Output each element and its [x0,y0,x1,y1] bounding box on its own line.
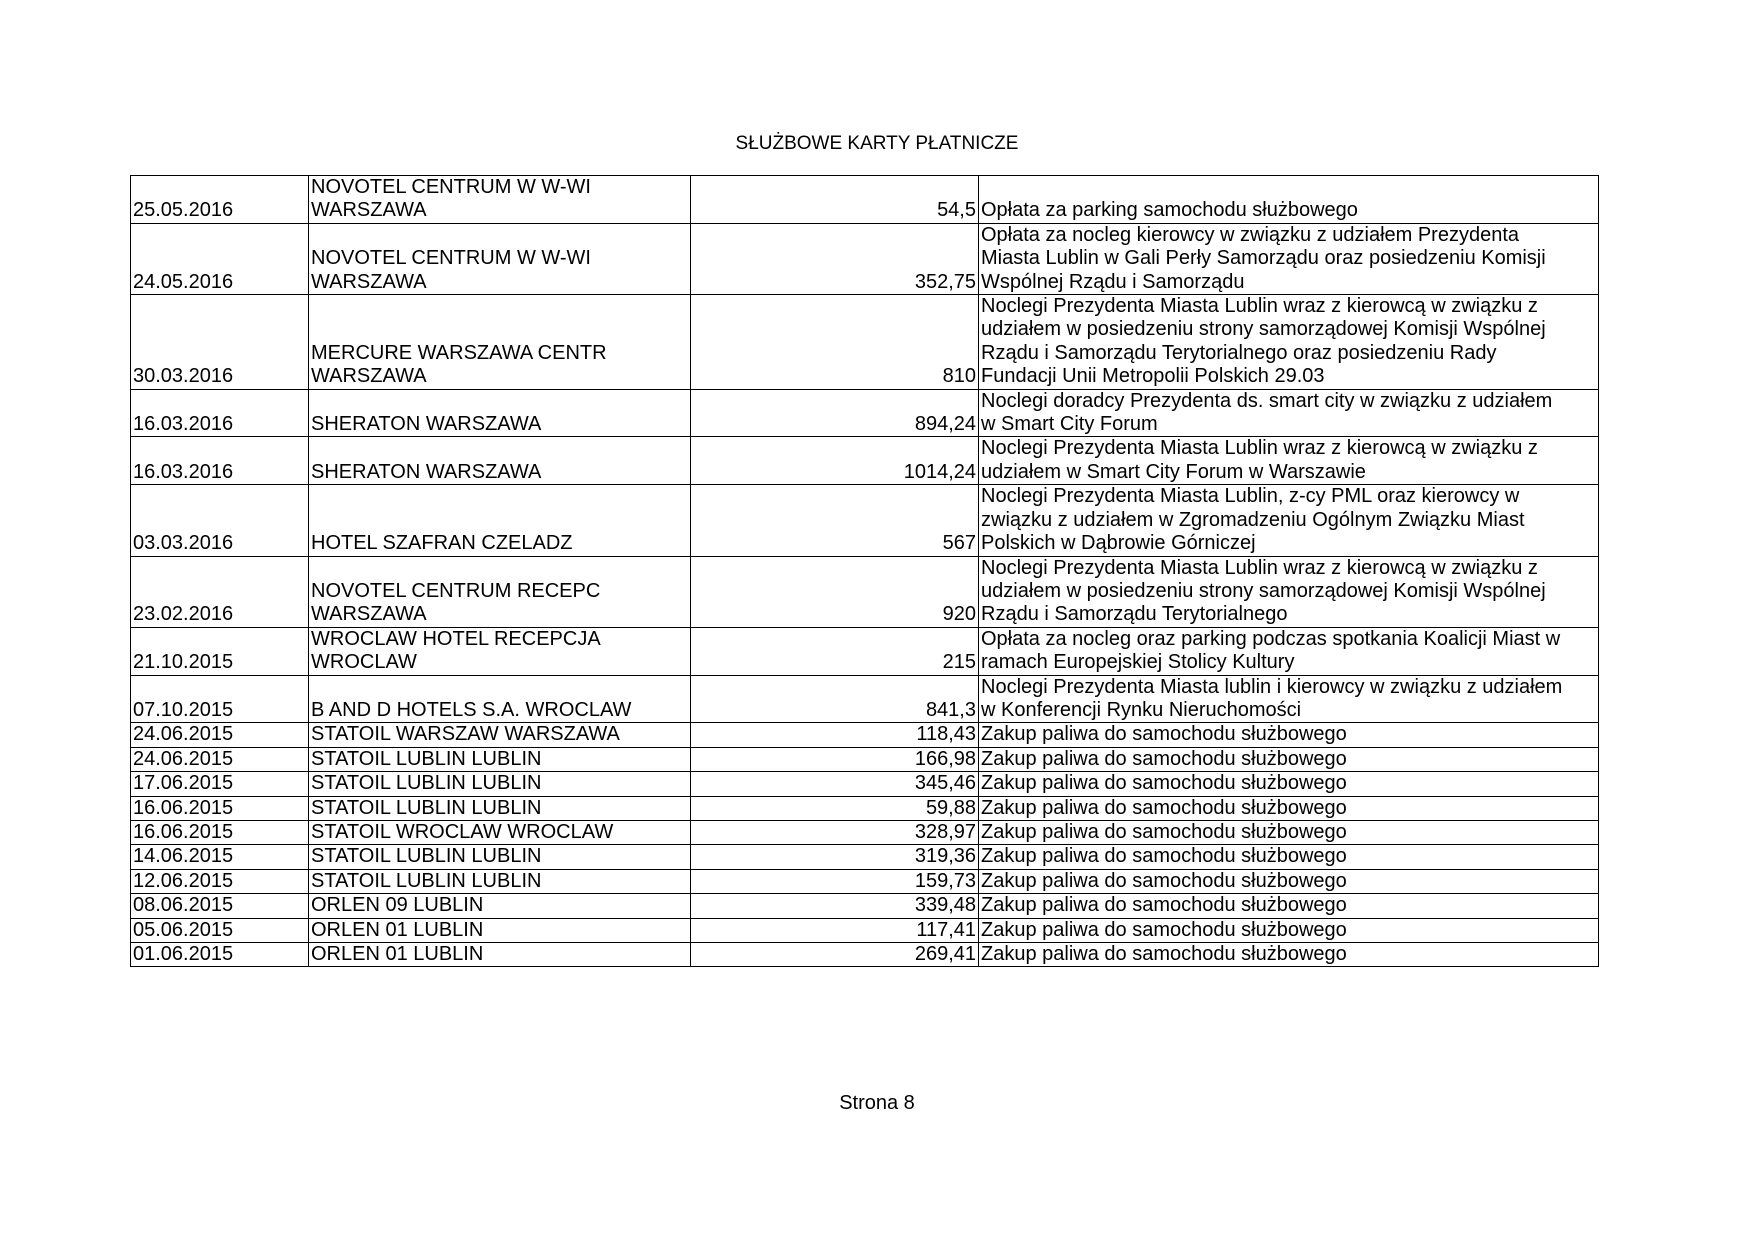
merchant-cell: STATOIL LUBLIN LUBLIN [309,747,691,771]
date-cell: 14.06.2015 [131,845,309,869]
merchant-cell: HOTEL SZAFRAN CZELADZ [309,485,691,556]
amount-cell: 118,43 [691,723,979,747]
table-row [131,747,1599,771]
amount-cell: 1014,24 [691,437,979,485]
table-row [131,894,1599,918]
amount-cell: 59,88 [691,796,979,820]
amount-cell: 166,98 [691,747,979,771]
merchant-cell: ORLEN 01 LUBLIN [309,918,691,942]
date-cell: 25.05.2016 [131,176,309,224]
merchant-cell: SHERATON WARSZAWA [309,389,691,437]
description-cell: Zakup paliwa do samochodu służbowego [979,796,1599,820]
amount-cell: 215 [691,627,979,675]
date-cell: 24.06.2015 [131,723,309,747]
merchant-cell: STATOIL LUBLIN LUBLIN [309,772,691,796]
merchant-cell: ORLEN 01 LUBLIN [309,943,691,967]
transactions-table [130,175,1599,967]
description-cell: Noclegi Prezydenta Miasta Lublin wraz z kierowcą w związku z udziałem w posiedzeniu strony samorządowej Komisji Wspólnej Rządu i Samorządu Terytorialnego oraz posiedzeniu Rady Fundacji Unii Metropolii Polskich 29.03 [979,295,1599,390]
description-cell: Zakup paliwa do samochodu służbowego [979,723,1599,747]
table-row [131,723,1599,747]
description-cell: Noclegi Prezydenta Miasta lublin i kierowcy w związku z udziałem w Konferencji Rynku Nieruchomości [979,675,1599,723]
amount-cell: 269,41 [691,943,979,967]
table-row [131,772,1599,796]
description-cell: Opłata za parking samochodu służbowego [979,176,1599,224]
date-cell: 07.10.2015 [131,675,309,723]
table-row [131,556,1599,627]
amount-cell: 841,3 [691,675,979,723]
description-cell: Opłata za nocleg kierowcy w związku z udziałem Prezydenta Miasta Lublin w Gali Perły Samorządu oraz posiedzeniu Komisji Wspólnej Rządu i Samorządu [979,223,1599,294]
merchant-cell: STATOIL LUBLIN LUBLIN [309,796,691,820]
table-row [131,485,1599,556]
description-cell: Zakup paliwa do samochodu służbowego [979,894,1599,918]
date-cell: 16.03.2016 [131,389,309,437]
date-cell: 30.03.2016 [131,295,309,390]
table-row [131,845,1599,869]
date-cell: 16.06.2015 [131,796,309,820]
description-cell: Noclegi Prezydenta Miasta Lublin wraz z kierowcą w związku z udziałem w posiedzeniu strony samorządowej Komisji Wspólnej Rządu i Samorządu Terytorialnego [979,556,1599,627]
date-cell: 08.06.2015 [131,894,309,918]
description-cell: Noclegi Prezydenta Miasta Lublin, z-cy PML oraz kierowcy w związku z udziałem w Zgromadzeniu Ogólnym Związku Miast Polskich w Dąbrowie Górniczej [979,485,1599,556]
amount-cell: 810 [691,295,979,390]
description-cell: Zakup paliwa do samochodu służbowego [979,772,1599,796]
merchant-cell: B AND D HOTELS S.A. WROCLAW [309,675,691,723]
table-row [131,796,1599,820]
merchant-cell: STATOIL WROCLAW WROCLAW [309,820,691,844]
amount-cell: 117,41 [691,918,979,942]
table-row [131,627,1599,675]
amount-cell: 159,73 [691,869,979,893]
table-row [131,820,1599,844]
table-row [131,869,1599,893]
merchant-cell: STATOIL WARSZAW WARSZAWA [309,723,691,747]
merchant-cell: SHERATON WARSZAWA [309,437,691,485]
date-cell: 16.06.2015 [131,820,309,844]
amount-cell: 345,46 [691,772,979,796]
page-title: SŁUŻBOWE KARTY PŁATNICZE [735,133,1019,154]
description-cell: Zakup paliwa do samochodu służbowego [979,845,1599,869]
merchant-cell: ORLEN 09 LUBLIN [309,894,691,918]
date-cell: 16.03.2016 [131,437,309,485]
amount-cell: 339,48 [691,894,979,918]
description-cell: Zakup paliwa do samochodu służbowego [979,869,1599,893]
merchant-cell: STATOIL LUBLIN LUBLIN [309,869,691,893]
amount-cell: 920 [691,556,979,627]
amount-cell: 567 [691,485,979,556]
date-cell: 23.02.2016 [131,556,309,627]
table-row [131,223,1599,294]
description-cell: Zakup paliwa do samochodu służbowego [979,747,1599,771]
merchant-cell: WROCLAW HOTEL RECEPCJA WROCLAW [309,627,691,675]
amount-cell: 894,24 [691,389,979,437]
description-cell: Zakup paliwa do samochodu służbowego [979,943,1599,967]
description-cell: Zakup paliwa do samochodu służbowego [979,918,1599,942]
date-cell: 24.06.2015 [131,747,309,771]
table-row [131,176,1599,224]
description-cell: Opłata za nocleg oraz parking podczas spotkania Koalicji Miast w ramach Europejskiej Stolicy Kultury [979,627,1599,675]
merchant-cell: NOVOTEL CENTRUM RECEPC WARSZAWA [309,556,691,627]
description-cell: Noclegi doradcy Prezydenta ds. smart city w związku z udziałem w Smart City Forum [979,389,1599,437]
date-cell: 17.06.2015 [131,772,309,796]
description-cell: Noclegi Prezydenta Miasta Lublin wraz z kierowcą w związku z udziałem w Smart City Forum w Warszawie [979,437,1599,485]
date-cell: 24.05.2016 [131,223,309,294]
transactions-table-body [131,176,1599,967]
amount-cell: 352,75 [691,223,979,294]
page-number: Strona 8 [839,1092,915,1114]
date-cell: 12.06.2015 [131,869,309,893]
merchant-cell: MERCURE WARSZAWA CENTR WARSZAWA [309,295,691,390]
date-cell: 01.06.2015 [131,943,309,967]
date-cell: 21.10.2015 [131,627,309,675]
date-cell: 05.06.2015 [131,918,309,942]
table-row [131,943,1599,967]
table-row [131,389,1599,437]
description-cell: Zakup paliwa do samochodu służbowego [979,820,1599,844]
merchant-cell: STATOIL LUBLIN LUBLIN [309,845,691,869]
amount-cell: 54,5 [691,176,979,224]
date-cell: 03.03.2016 [131,485,309,556]
table-row [131,437,1599,485]
amount-cell: 328,97 [691,820,979,844]
table-row [131,295,1599,390]
amount-cell: 319,36 [691,845,979,869]
merchant-cell: NOVOTEL CENTRUM W W-WI WARSZAWA [309,223,691,294]
merchant-cell: NOVOTEL CENTRUM W W-WI WARSZAWA [309,176,691,224]
table-row [131,675,1599,723]
table-row [131,918,1599,942]
